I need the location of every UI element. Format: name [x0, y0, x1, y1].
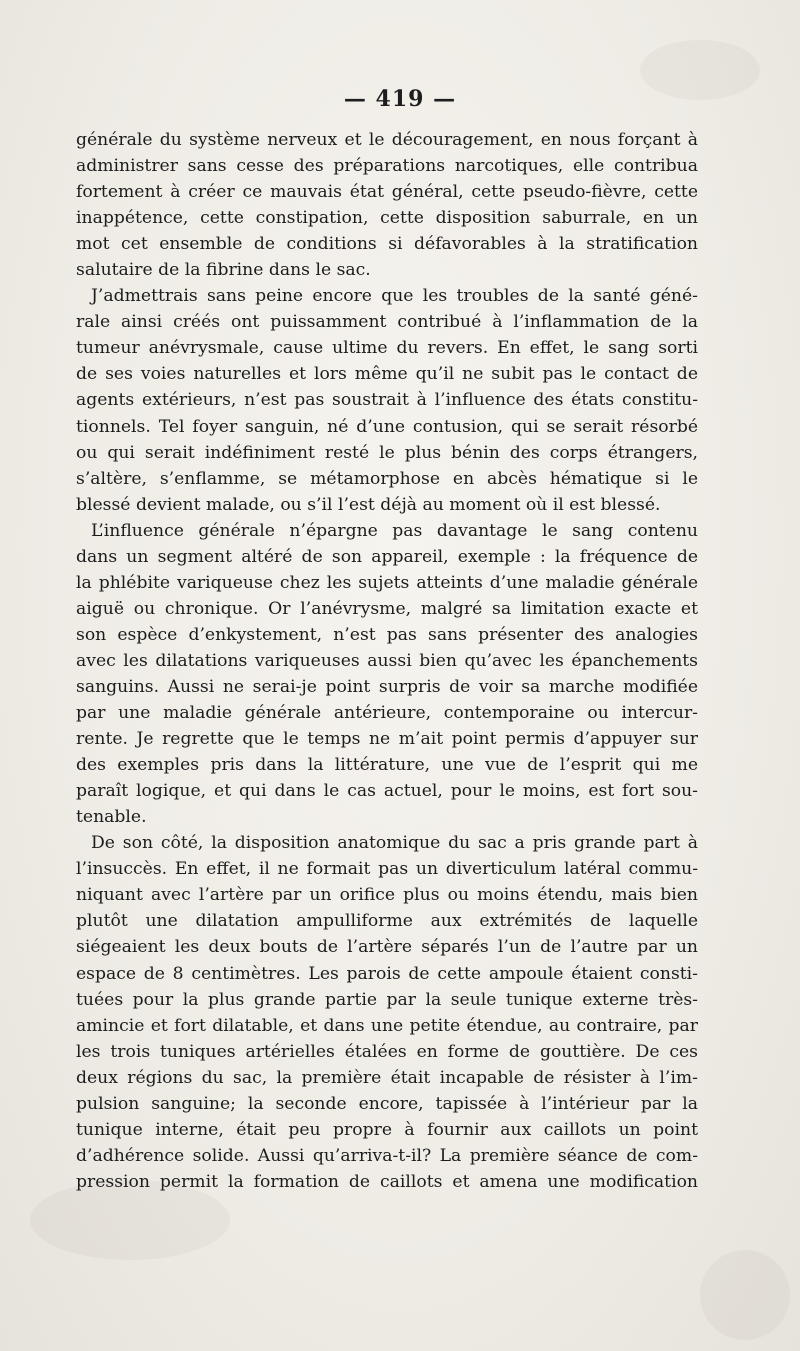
text-line: paraît logique, et qui dans le cas actuel, pour le moins, est fort sou- [76, 781, 698, 802]
text-line: pression permit la formation de caillots et amena une modification [76, 1171, 698, 1192]
text-line: deux régions du sac, la première était incapable de résister à l’im- [76, 1067, 698, 1088]
text-line: inappétence, cette constipation, cette disposition saburrale, en un [76, 208, 698, 229]
text-line: tuées pour la plus grande partie par la seule tunique externe très- [76, 989, 698, 1010]
text-line: des exemples pris dans la littérature, une vue de l’esprit qui me [76, 755, 698, 776]
text-line: blessé devient malade, ou s’il l’est déjà au moment où il est blessé. [76, 494, 661, 515]
text-line: d’adhérence solide. Aussi qu’arriva-t-il? La première séance de com- [76, 1145, 698, 1166]
text-line: fortement à créer ce mauvais état général, cette pseudo-fièvre, cette [76, 182, 698, 203]
text-line: administrer sans cesse des préparations narcotiques, elle contribua [76, 156, 698, 177]
text-line: la phlébite variqueuse chez les sujets atteints d’une maladie générale [76, 572, 698, 593]
paper-stain [700, 1250, 790, 1340]
text-line: avec les dilatations variqueuses aussi bien qu’avec les épanchements [76, 650, 698, 671]
text-line: tumeur anévrysmale, cause ultime du revers. En effet, le sang sorti [76, 338, 698, 359]
text-line: son espèce d’enkystement, n’est pas sans présenter des analogies [76, 624, 698, 645]
body-text [76, 127, 698, 1195]
text-line: tunique interne, était peu propre à fournir aux caillots un point [76, 1119, 698, 1140]
text-line: sanguins. Aussi ne serai-je point surpris de voir sa marche modifiée [76, 676, 698, 697]
text-line: mot cet ensemble de conditions si défavorables à la stratification [76, 234, 698, 255]
text-line: dans un segment altéré de son appareil, exemple : la fréquence de [76, 546, 698, 567]
text-line: tenable. [76, 807, 147, 828]
text-line: générale du système nerveux et le découragement, en nous forçant à [76, 130, 698, 150]
text-line: rale ainsi créés ont puissamment contribué à l’inflammation de la [76, 312, 698, 333]
text-line: l’insuccès. En effet, il ne formait pas un diverticulum latéral commu- [76, 859, 698, 880]
text-line: siégeaient les deux bouts de l’artère séparés l’un de l’autre par un [76, 937, 698, 958]
text-line: plutôt une dilatation ampulliforme aux extrémités de laquelle [76, 911, 698, 932]
text-line: agents extérieurs, n’est pas soustrait à l’influence des états constitu- [76, 390, 698, 411]
text-line: J’admettrais sans peine encore que les troubles de la santé géné- [91, 286, 698, 307]
text-line: salutaire de la fibrine dans le sac. [76, 260, 371, 281]
text-line: les trois tuniques artérielles étalées en forme de gouttière. De ces [76, 1041, 698, 1062]
text-line: par une maladie générale antérieure, contemporaine ou intercur- [76, 703, 698, 724]
text-line: tionnels. Tel foyer sanguin, né d’une contusion, qui se serait résorbé [76, 416, 698, 437]
text-line: pulsion sanguine; la seconde encore, tapissée à l’intérieur par la [76, 1093, 698, 1114]
text-line: rente. Je regrette que le temps ne m’ait point permis d’appuyer sur [76, 729, 698, 750]
text-line: niquant avec l’artère par un orifice plus ou moins étendu, mais bien [76, 885, 698, 906]
text-line: s’altère, s’enflamme, se métamorphose en abcès hématique si le [76, 468, 698, 489]
page-number: — 419 — [343, 86, 457, 112]
text-line: ou qui serait indéfiniment resté le plus bénin des corps étrangers, [76, 442, 698, 463]
text-line: aiguë ou chronique. Or l’anévrysme, malgré sa limitation exacte et [76, 598, 698, 619]
text-line: L’influence générale n’épargne pas davantage le sang contenu [91, 520, 698, 541]
text-line: De son côté, la disposition anatomique du sac a pris grande part à [91, 833, 698, 854]
text-line: de ses voies naturelles et lors même qu’il ne subit pas le contact de [76, 364, 698, 385]
text-line: espace de 8 centimètres. Les parois de cette ampoule étaient consti- [76, 963, 698, 984]
text-line: amincie et fort dilatable, et dans une petite étendue, au contraire, par [76, 1015, 698, 1036]
